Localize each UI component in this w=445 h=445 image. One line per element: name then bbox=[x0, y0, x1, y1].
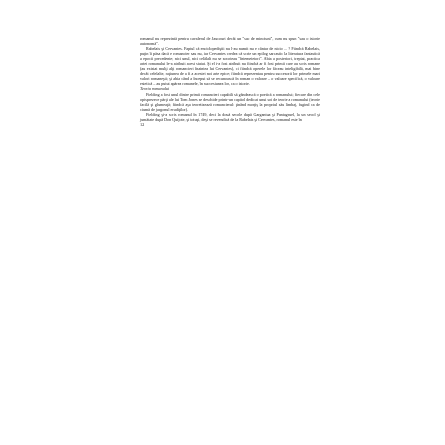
section-heading: Teoria romanului bbox=[140, 86, 170, 92]
document-page bbox=[140, 36, 320, 127]
paragraph-rabelais-cervantes: Rabelais şi Cervantes. Faptul că enciclopediştii nu l-au numit nu e cântar de nicio ... ? Fiindcă Rabelais, puţin îi păsa dacă e romancier sau nu, iar Cervantes credea că scrie un epilog sarcastic la literatura fantastică a epocii precedente; nici unul, nici celălalt nu se socoteau "întemeietori". Abia a posteriori, treptat, practica artei romanului le-a atribuit acest statut. Şi el i-a fost atribuit nu fiindcă ar fi fost primii care au scris romane (au existat mulţi alţi romancieri înaintea lui Cervantes), ci fiindcă operele lor făceau inteligibilă, mai bine decât celelalte, raţiunea de a fi a acestei noi arte epice; fiindcă reprezentau pentru succesorii lor primele mari valori romaneşti; şi abia când a început să se recunoască în roman o valoare – o valoare specifică, o valoare estetică – au putut apărea romanele, în succesiunea lor, ca o istorie. bbox=[140, 46, 320, 87]
paragraph-continuation: romanul nu reprezintă pentru cavalerul de Jaucourt decât un "sac de minciuni", cum nu spun "sau o istorie autonomă". bbox=[140, 36, 320, 47]
paragraph-fielding-1749: Fielding şi-a scris romanul în 1749, deci la două secole după Gargantua şi Pantagruel, la un secol şi jumătate după Don Quijote, şi totuşi, deşi se revendică de la Rabelais şi Cervantes, romanul este în bbox=[140, 111, 320, 122]
page-number: 12 bbox=[140, 121, 145, 127]
paragraph-fielding-poetics: Fielding a fost unul dintre primii romancieri capabili să gândească o poetică a romanului; fiecare din cele optsprezece părţi ale lui Tom Jones se deschide printr-un capitol dedicat unui soi de teorie a romanului (teorie facilă şi glumeaţă; fiindcă aşa teoretizează romancierul: ţinând morţiş la propriul său limbaj, fugind ca de ciumă de jargonul erudiţilor). bbox=[140, 91, 320, 112]
